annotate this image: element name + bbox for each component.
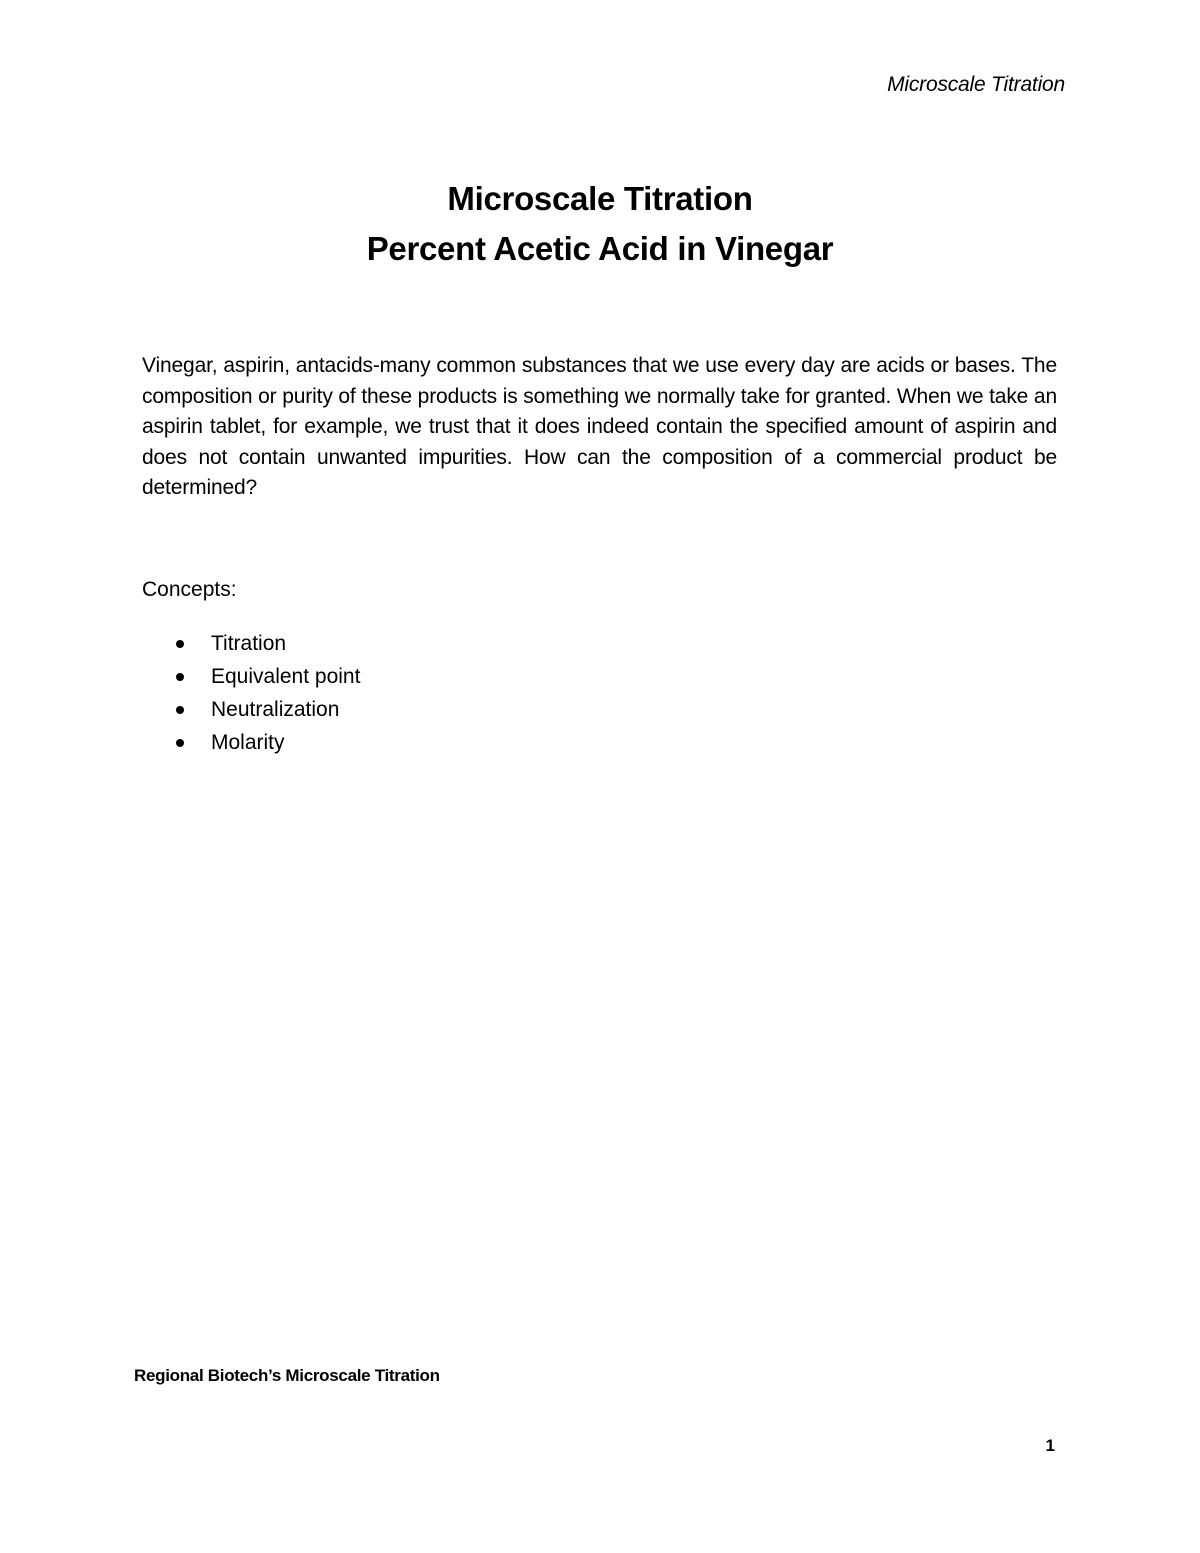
footer-text: Regional Biotech’s Microscale Titration [134, 1366, 440, 1385]
intro-paragraph: Vinegar, aspirin, antacids-many common substances that we use every day are acids or bases. The composition or purity of these products is something we normally take for granted. When we take an aspirin tablet, for example, we trust that it does indeed contain the specified amount of aspirin and does not contain unwanted impurities. How can the composition of a commercial product be determined? [142, 354, 1057, 499]
list-item [172, 627, 360, 660]
bullet-icon [176, 640, 184, 648]
concepts-list [172, 627, 360, 759]
list-item [172, 693, 360, 726]
bullet-icon [176, 673, 184, 681]
page-number: 1 [1045, 1436, 1055, 1455]
bullet-icon [176, 706, 184, 714]
title-line-main: Microscale Titration [447, 180, 753, 217]
title-line-subtitle: Percent Acetic Acid in Vinegar [366, 230, 834, 267]
concepts-heading: Concepts: [142, 578, 237, 601]
list-item-label: Equivalent point [211, 665, 361, 688]
list-item [172, 726, 360, 759]
bullet-icon [176, 739, 184, 747]
list-item-label: Molarity [211, 731, 285, 754]
document-title [0, 174, 1200, 274]
list-item-label: Titration [211, 632, 287, 655]
list-item [172, 660, 360, 693]
running-header: Microscale Titration [887, 73, 1065, 96]
list-item-label: Neutralization [211, 698, 340, 721]
